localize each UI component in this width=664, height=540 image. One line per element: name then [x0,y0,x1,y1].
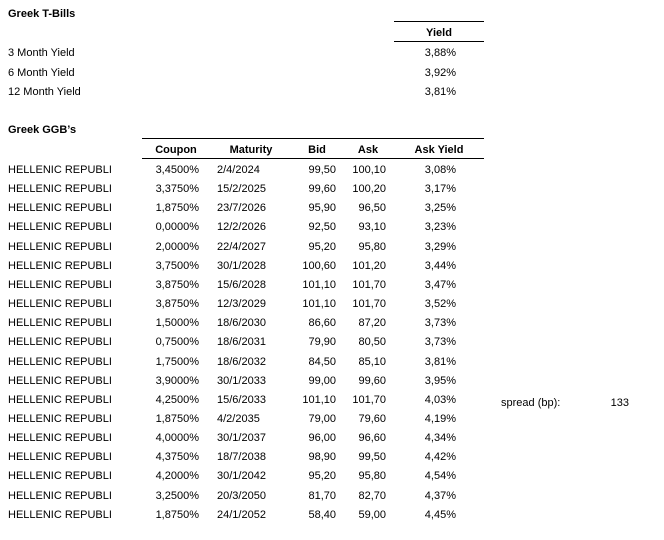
ask-cell: 99,60 [358,375,386,387]
col-header-coupon: Coupon [155,144,197,156]
ask-yield-cell: 3,81% [424,356,456,368]
bid-cell: 99,50 [308,164,336,176]
maturity-cell: 30/1/2037 [217,432,266,444]
maturity-cell: 30/1/2042 [217,470,266,482]
coupon-cell: 0,7500% [155,336,199,348]
ask-cell: 101,70 [352,394,386,406]
ask-yield-cell: 3,25% [424,202,456,214]
bond-name-cell: HELLENIC REPUBLI [8,451,112,463]
ask-cell: 101,70 [352,298,386,310]
bid-cell: 95,20 [308,241,336,253]
coupon-cell: 1,8750% [155,202,199,214]
ask-cell: 96,50 [358,202,386,214]
bond-name-cell: HELLENIC REPUBLI [8,279,112,291]
ask-cell: 95,80 [358,470,386,482]
coupon-cell: 4,3750% [155,451,199,463]
bond-name-cell: HELLENIC REPUBLI [8,336,112,348]
ggbs-title: Greek GGB’s [8,124,77,136]
bond-name-cell: HELLENIC REPUBLI [8,202,112,214]
bond-name-cell: HELLENIC REPUBLI [8,221,112,233]
ask-cell: 87,20 [358,317,386,329]
ask-yield-cell: 3,52% [424,298,456,310]
ask-cell: 101,20 [352,260,386,272]
tbill-yield: 3,81% [424,86,456,98]
ask-yield-cell: 4,34% [424,432,456,444]
bond-name-cell: HELLENIC REPUBLI [8,394,112,406]
maturity-cell: 15/6/2033 [217,394,266,406]
ask-cell: 96,60 [358,432,386,444]
bond-name-cell: HELLENIC REPUBLI [8,490,112,502]
ggbs-header-bottom-rule [142,158,484,159]
bid-cell: 95,90 [308,202,336,214]
tbills-header-top-rule [394,21,484,22]
coupon-cell: 3,2500% [155,490,199,502]
coupon-cell: 3,8750% [155,279,199,291]
bid-cell: 95,20 [308,470,336,482]
ask-yield-cell: 3,47% [424,279,456,291]
coupon-cell: 3,4500% [155,164,199,176]
maturity-cell: 2/4/2024 [217,164,260,176]
bond-name-cell: HELLENIC REPUBLI [8,298,112,310]
ask-yield-cell: 4,42% [424,451,456,463]
maturity-cell: 24/1/2052 [217,509,266,521]
ask-yield-cell: 3,23% [424,221,456,233]
bid-cell: 98,90 [308,451,336,463]
bond-name-cell: HELLENIC REPUBLI [8,183,112,195]
bid-cell: 79,00 [308,413,336,425]
spread-label: spread (bp): [501,397,561,409]
bond-name-cell: HELLENIC REPUBLI [8,241,112,253]
ask-yield-cell: 3,44% [424,260,456,272]
maturity-cell: 22/4/2027 [217,241,266,253]
coupon-cell: 1,8750% [155,509,199,521]
maturity-cell: 18/6/2031 [217,336,266,348]
ask-cell: 85,10 [358,356,386,368]
maturity-cell: 18/6/2032 [217,356,266,368]
coupon-cell: 0,0000% [155,221,199,233]
tbills-header-bottom-rule [394,41,484,42]
spread-value: 133 [610,397,629,409]
coupon-cell: 4,0000% [155,432,199,444]
maturity-cell: 18/6/2030 [217,317,266,329]
ask-yield-cell: 4,03% [424,394,456,406]
ask-cell: 99,50 [358,451,386,463]
maturity-cell: 15/6/2028 [217,279,266,291]
bond-name-cell: HELLENIC REPUBLI [8,509,112,521]
col-header-ask: Ask [357,144,379,156]
coupon-cell: 1,8750% [155,413,199,425]
ask-cell: 93,10 [358,221,386,233]
tbill-label: 12 Month Yield [8,86,81,98]
bond-name-cell: HELLENIC REPUBLI [8,260,112,272]
maturity-cell: 12/2/2026 [217,221,266,233]
bid-cell: 92,50 [308,221,336,233]
coupon-cell: 3,8750% [155,298,199,310]
ask-cell: 79,60 [358,413,386,425]
ask-cell: 100,20 [352,183,386,195]
coupon-cell: 1,5000% [155,317,199,329]
maturity-cell: 18/7/2038 [217,451,266,463]
ggbs-header-top-rule [142,138,484,139]
ask-yield-cell: 4,54% [424,470,456,482]
tbill-label: 3 Month Yield [8,47,75,59]
ask-cell: 80,50 [358,336,386,348]
bid-cell: 84,50 [308,356,336,368]
tbill-label: 6 Month Yield [8,67,75,79]
bid-cell: 86,60 [308,317,336,329]
bond-name-cell: HELLENIC REPUBLI [8,470,112,482]
bid-cell: 81,70 [308,490,336,502]
bond-name-cell: HELLENIC REPUBLI [8,413,112,425]
ask-yield-cell: 4,19% [424,413,456,425]
bid-cell: 58,40 [308,509,336,521]
ask-cell: 101,70 [352,279,386,291]
coupon-cell: 4,2500% [155,394,199,406]
tbill-yield: 3,88% [424,47,456,59]
ask-yield-cell: 3,73% [424,317,456,329]
ask-yield-cell: 3,73% [424,336,456,348]
coupon-cell: 4,2000% [155,470,199,482]
bond-name-cell: HELLENIC REPUBLI [8,432,112,444]
bid-cell: 101,10 [302,298,336,310]
maturity-cell: 30/1/2028 [217,260,266,272]
maturity-cell: 30/1/2033 [217,375,266,387]
ask-cell: 59,00 [358,509,386,521]
bid-cell: 101,10 [302,394,336,406]
coupon-cell: 1,7500% [155,356,199,368]
ask-yield-cell: 3,17% [424,183,456,195]
ask-cell: 100,10 [352,164,386,176]
ask-yield-cell: 4,37% [424,490,456,502]
bond-name-cell: HELLENIC REPUBLI [8,164,112,176]
maturity-cell: 20/3/2050 [217,490,266,502]
coupon-cell: 3,9000% [155,375,199,387]
bid-cell: 96,00 [308,432,336,444]
coupon-cell: 3,7500% [155,260,199,272]
coupon-cell: 2,0000% [155,241,199,253]
tbills-yield-header: Yield [426,27,452,39]
bid-cell: 101,10 [302,279,336,291]
ask-yield-cell: 3,95% [424,375,456,387]
ask-yield-cell: 3,08% [424,164,456,176]
bond-name-cell: HELLENIC REPUBLI [8,317,112,329]
ask-cell: 95,80 [358,241,386,253]
bid-cell: 99,60 [308,183,336,195]
maturity-cell: 23/7/2026 [217,202,266,214]
bid-cell: 100,60 [302,260,336,272]
maturity-cell: 12/3/2029 [217,298,266,310]
ask-yield-cell: 3,29% [424,241,456,253]
tbill-yield: 3,92% [424,67,456,79]
bid-cell: 79,90 [308,336,336,348]
col-header-ask-yield: Ask Yield [414,144,464,156]
ask-cell: 82,70 [358,490,386,502]
bid-cell: 99,00 [308,375,336,387]
maturity-cell: 4/2/2035 [217,413,260,425]
col-header-maturity: Maturity [229,144,273,156]
col-header-bid: Bid [308,144,326,156]
ask-yield-cell: 4,45% [424,509,456,521]
coupon-cell: 3,3750% [155,183,199,195]
bond-name-cell: HELLENIC REPUBLI [8,375,112,387]
tbills-title: Greek T-Bills [8,8,76,20]
maturity-cell: 15/2/2025 [217,183,266,195]
bond-name-cell: HELLENIC REPUBLI [8,356,112,368]
